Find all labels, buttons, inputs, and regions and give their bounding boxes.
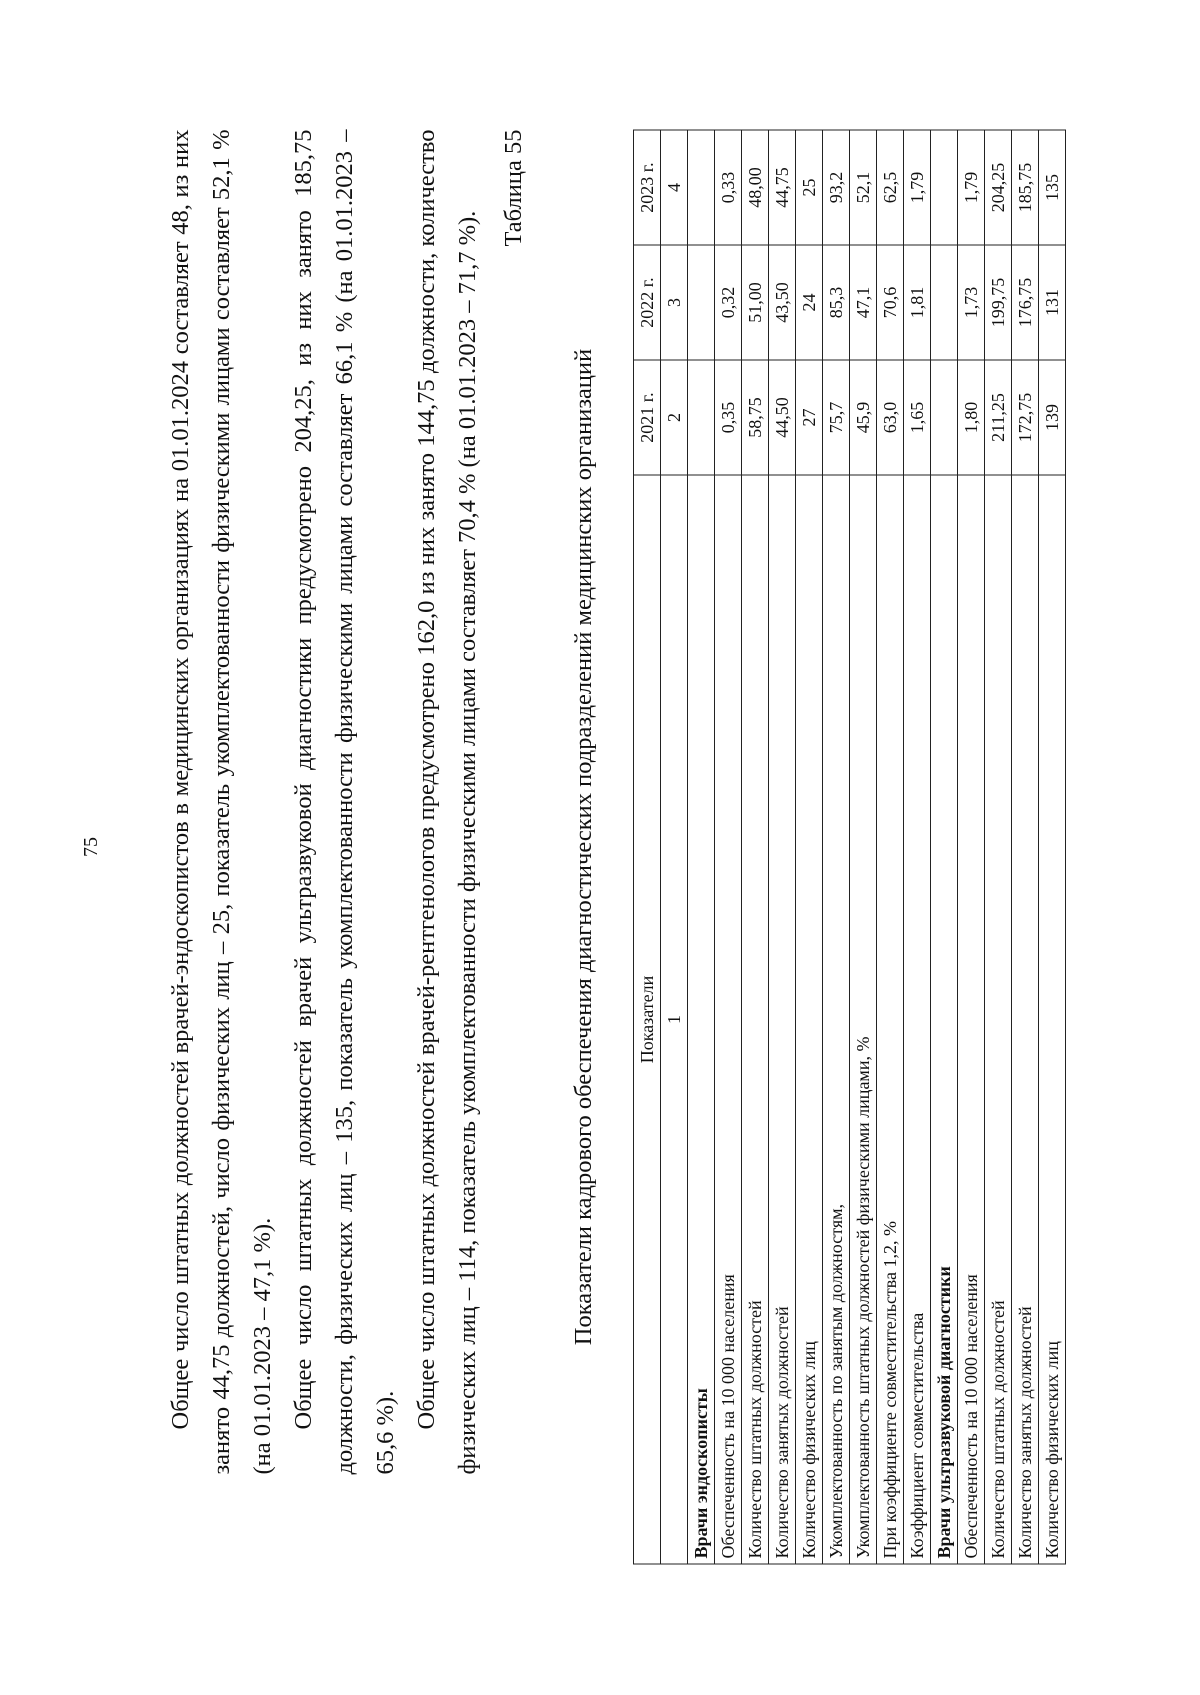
value-cell: 1,65 [904,360,931,475]
value-cell: 27 [796,360,823,475]
value-cell: 25 [796,130,823,245]
paragraph: Общее число штатных должностей врачей-эндоскопистов в медицинских организациях на 01.01.2024 составляет 48, из них занято 44,75 должностей, число физических лиц – 25, показатель укомплектованности физическими лицами составляет 52,1 % (на 01.01.2023 – 47,1 %). [167,129,276,1475]
value-cell: 211,25 [985,360,1012,475]
value-cell [688,360,715,475]
value-cell: 63,0 [877,360,904,475]
value-cell [931,360,958,475]
value-cell: 58,75 [742,360,769,475]
table-row [742,130,769,1564]
column-number-row [661,130,688,1564]
value-cell: 139 [1039,360,1066,475]
value-cell [931,130,958,245]
page-number: 75 [80,837,102,857]
table-section-row [688,130,715,1564]
row-label: Укомплектованность по занятым должностям, [823,475,850,1564]
table-row [1012,130,1039,1564]
column-number-cell: 4 [661,130,688,245]
value-cell: 52,1 [850,130,877,245]
value-cell [931,245,958,360]
row-label: Количество штатных должностей [985,475,1012,1564]
value-cell: 131 [1039,245,1066,360]
value-cell: 44,75 [769,130,796,245]
row-label: При коэффициенте совместительства 1,2, % [877,475,904,1564]
row-label: Количество физических лиц [796,475,823,1564]
value-cell: 45,9 [850,360,877,475]
row-label: Обеспеченность на 10 000 населения [715,475,742,1564]
value-cell [688,245,715,360]
row-label: Обеспеченность на 10 000 населения [958,475,985,1564]
value-cell: 0,32 [715,245,742,360]
value-cell: 47,1 [850,245,877,360]
section-label: Врачи ультразвуковой диагностики [931,475,958,1564]
value-cell: 204,25 [985,130,1012,245]
column-number-cell: 3 [661,245,688,360]
value-cell: 135 [1039,130,1066,245]
header-cell: Показатели [634,475,661,1564]
paragraph: Общее число штатных должностей врачей ультразвуковой диагностики предусмотрено 204,25, из них занято 185,75 должности, физических лиц – 135, показатель укомплектованности физическими лицами составляет 66,1 % (на 01.01.2023 – 65,6 %). [290,129,399,1475]
table-row [958,130,985,1564]
table-row [1039,130,1066,1564]
header-cell: 2022 г. [634,245,661,360]
value-cell [688,130,715,245]
table-row [715,130,742,1564]
value-cell: 0,33 [715,130,742,245]
row-label: Количество занятых должностей [769,475,796,1564]
table-caption: Показатели кадрового обеспечения диагностических подразделений медицинских организаций [570,348,597,1346]
value-cell: 1,80 [958,360,985,475]
table-row [850,130,877,1564]
table-row [877,130,904,1564]
value-cell: 48,00 [742,130,769,245]
table-row [985,130,1012,1564]
value-cell: 199,75 [985,245,1012,360]
row-label: Количество штатных должностей [742,475,769,1564]
value-cell: 172,75 [1012,360,1039,475]
value-cell: 0,35 [715,360,742,475]
row-label: Количество занятых должностей [1012,475,1039,1564]
table-row [769,130,796,1564]
value-cell: 85,3 [823,245,850,360]
value-cell: 176,75 [1012,245,1039,360]
value-cell: 93,2 [823,130,850,245]
value-cell: 70,6 [877,245,904,360]
column-number-cell: 2 [661,360,688,475]
table-body [688,130,1066,1564]
table-section-row [931,130,958,1564]
value-cell: 44,50 [769,360,796,475]
value-cell: 24 [796,245,823,360]
table-row [823,130,850,1564]
header-cell: 2023 г. [634,130,661,245]
body-text [160,130,488,1475]
value-cell: 1,79 [958,130,985,245]
table-row [904,130,931,1564]
value-cell: 1,81 [904,245,931,360]
value-cell: 43,50 [769,245,796,360]
table-header-row [634,130,661,1564]
value-cell: 185,75 [1012,130,1039,245]
column-number-cell: 1 [661,475,688,1564]
header-cell: 2021 г. [634,360,661,475]
section-label: Врачи эндоскописты [688,475,715,1564]
table-row [796,130,823,1564]
row-label: Коэффициент совместительства [904,475,931,1564]
value-cell: 62,5 [877,130,904,245]
staffing-table [633,130,1066,1565]
value-cell: 51,00 [742,245,769,360]
table-number: Таблица 55 [500,129,527,247]
paragraph: Общее число штатных должностей врачей-рентгенологов предусмотрено 162,0 из них занято 144,75 должности, количество физических лиц – 114, показатель укомплектованности физическими лицами составляет 70,4 % (на 01.01.2023 – 71,7 %). [413,129,481,1475]
value-cell: 1,73 [958,245,985,360]
row-label: Количество физических лиц [1039,475,1066,1564]
row-label: Укомплектованность штатных должностей физическими лицами, % [850,475,877,1564]
value-cell: 75,7 [823,360,850,475]
value-cell: 1,79 [904,130,931,245]
